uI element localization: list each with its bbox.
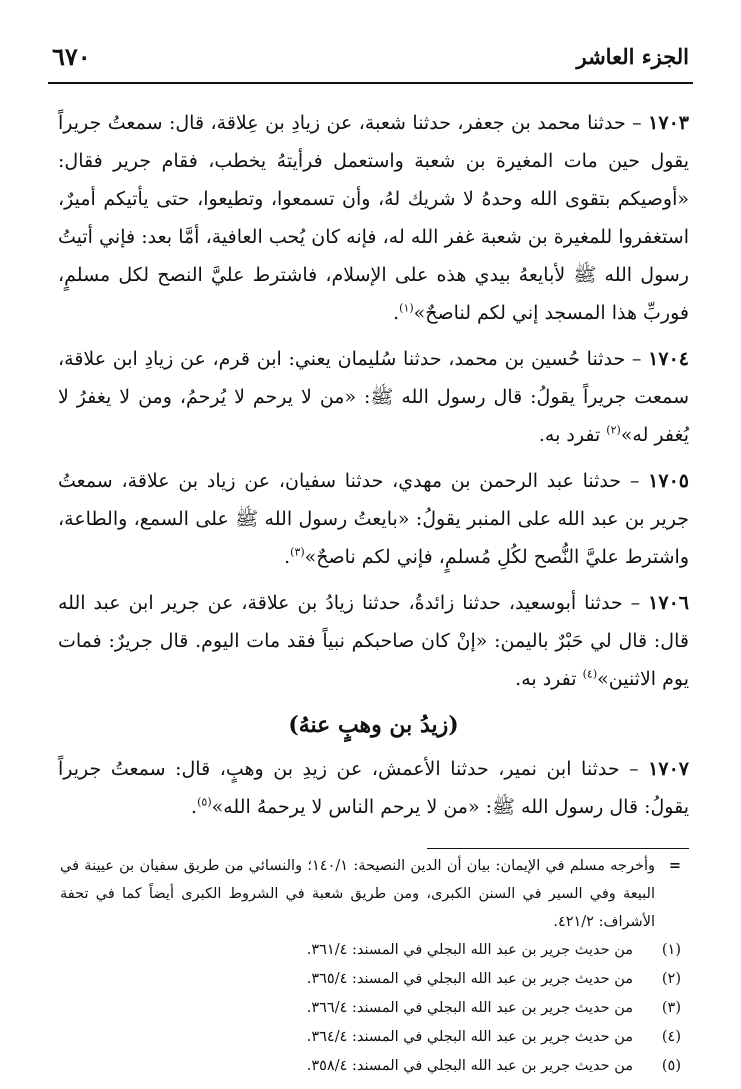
- hadith-text: جريراً يقولُ: قال رسول الله ﷺ: «من لا يرحم الناس لا يرحمهُ الله»: [58, 758, 689, 818]
- footnote-number: (٤): [661, 1029, 681, 1045]
- hadith-tail: تفرد به.: [515, 668, 583, 690]
- page-number: ٦٧٠: [52, 41, 91, 71]
- section-heading: (زيدُ بن وهبٍ عنهُ): [288, 712, 459, 738]
- hadith-number: ١٧٠٥: [648, 470, 689, 492]
- hadith-isnad: – حدثنا حُسين بن محمد، حدثنا سُليمان يعني: ابن قرم، عن زيادِ: [137, 348, 649, 370]
- continuation-mark: =: [668, 857, 681, 874]
- hadith-tail: .: [393, 302, 400, 324]
- footnote-item: [60, 994, 681, 1023]
- hadith-number: ١٧٠٣: [648, 112, 689, 134]
- hadith-tail: .: [191, 796, 198, 818]
- hadith-isnad: – حدثنا عبد الرحمن بن مهدي، حدثنا سفيان، عن زياد بن علاقة،: [112, 470, 649, 492]
- hadith-paragraph: [58, 104, 689, 332]
- hadith-tail: .: [284, 546, 291, 568]
- footnote-ref: (١): [399, 301, 414, 315]
- hadith-paragraph: [58, 462, 689, 576]
- footnote-text: من حديث جرير بن عبد الله البجلي في المسند: ٣٥٨/٤.: [306, 1058, 633, 1074]
- footnote-ref: (٢): [606, 423, 621, 437]
- continuation-text: وأخرجه مسلم في الإيمان: بيان أن الدين النصيحة: ١٤٠/١؛ والنسائي من طريق سفيان بن عيينة في البيعة وفي السير في السنن الكبرى، ومن طريق شعبة في الشروط الكبرى أيضاً كما في تحفة الأشراف: ٤٢١/٢.: [60, 858, 655, 930]
- footnote-item: [60, 936, 681, 965]
- running-header: [52, 34, 689, 78]
- hadith-isnad: – حدثنا أبوسعيد، حدثنا زائدةُ، حدثنا زيادُ بن علاقة، عن جرير: [153, 592, 649, 614]
- hadith-number: ١٧٠٦: [648, 592, 689, 614]
- footnote-number: (٣): [661, 1000, 681, 1016]
- footnote-number: (٢): [661, 971, 681, 987]
- hadith-isnad: – حدثنا ابن نمير، حدثنا الأعمش، عن زيدِ بن وهبٍ، قال: سمعتُ: [101, 758, 649, 780]
- footnote-ref: (٣): [290, 545, 305, 559]
- hadith-text: قال: سمعتُ جريراً يقول حين مات المغيرة بن شعبة واستعمل فرأيتهُ يخطب، فقام جرير فقال: «أوصيكم بتقوى الله وحدهُ لا شريك لهُ، وأن تسمعوا، وتطيعوا، حتى يأتيكم أميرٌ، استغفروا للمغيرة بن شعبة غفر الله له، فإنه كان يُحب العافية، أمَّا بعد: فإني أتيتُ رسول الله ﷺ لأبايعهُ بيدي هذه على الإسلام، فاشترط عليَّ النصح لكل مسلمٍ، فوربِّ هذا المسجد إني لكم لناصحٌ»: [58, 112, 689, 324]
- footnote-item: [60, 1023, 681, 1052]
- hadith-paragraph: [58, 750, 689, 826]
- footnotes: [60, 852, 681, 1081]
- footnote-number: (٥): [661, 1058, 681, 1074]
- hadith-tail: تفرد به.: [538, 424, 607, 446]
- footnote-text: من حديث جرير بن عبد الله البجلي في المسند: ٣٦٦/٤.: [306, 1000, 633, 1016]
- footnote-rule: [427, 848, 689, 849]
- footnote-continuation: [60, 852, 681, 936]
- hadith-isnad: – حدثنا محمد بن جعفر، حدثنا شعبة، عن زيادِ بن عِلاقة،: [204, 112, 649, 134]
- hadith-paragraph: [58, 340, 689, 454]
- header-rule: [48, 82, 693, 84]
- footnote-item: [60, 1052, 681, 1081]
- footnote-item: [60, 965, 681, 994]
- footnote-number: (١): [661, 942, 681, 958]
- hadith-text: ابن عبد الله قال: قال لي حَبْرٌ باليمن: «إنْ كان صاحبكم نبياً فقد مات اليوم. قال جريرٌ: فمات يوم الاثنين»: [58, 592, 689, 690]
- main-text: [58, 104, 689, 834]
- footnote-ref: (٤): [582, 667, 598, 681]
- hadith-paragraph: [58, 584, 689, 698]
- footnote-ref: (٥): [197, 795, 212, 809]
- footnote-text: من حديث جرير بن عبد الله البجلي في المسند: ٣٦٥/٤.: [306, 971, 633, 987]
- footnote-text: من حديث جرير بن عبد الله البجلي في المسند: ٣٦١/٤.: [306, 942, 633, 958]
- running-title: الجزء العاشر: [576, 43, 689, 69]
- hadith-number: ١٧٠٧: [648, 758, 689, 780]
- hadith-text: ابن علاقة، سمعت جريراً يقولُ: قال رسول الله ﷺ: «من لا يرحم لا يُرحمُ، ومن لا يغفرُ لا يُغفر له»: [58, 348, 689, 446]
- hadith-number: ١٧٠٤: [648, 348, 689, 370]
- hadith-text: سمعتُ جرير بن عبد الله على المنبر يقولُ: «بايعتُ رسول الله ﷺ على السمع، والطاعة، واشترط عليَّ النُّصح لكُلِ مُسلمٍ، فإني لكم ناصحٌ»: [58, 470, 689, 568]
- footnote-text: من حديث جرير بن عبد الله البجلي في المسند: ٣٦٤/٤.: [306, 1029, 633, 1045]
